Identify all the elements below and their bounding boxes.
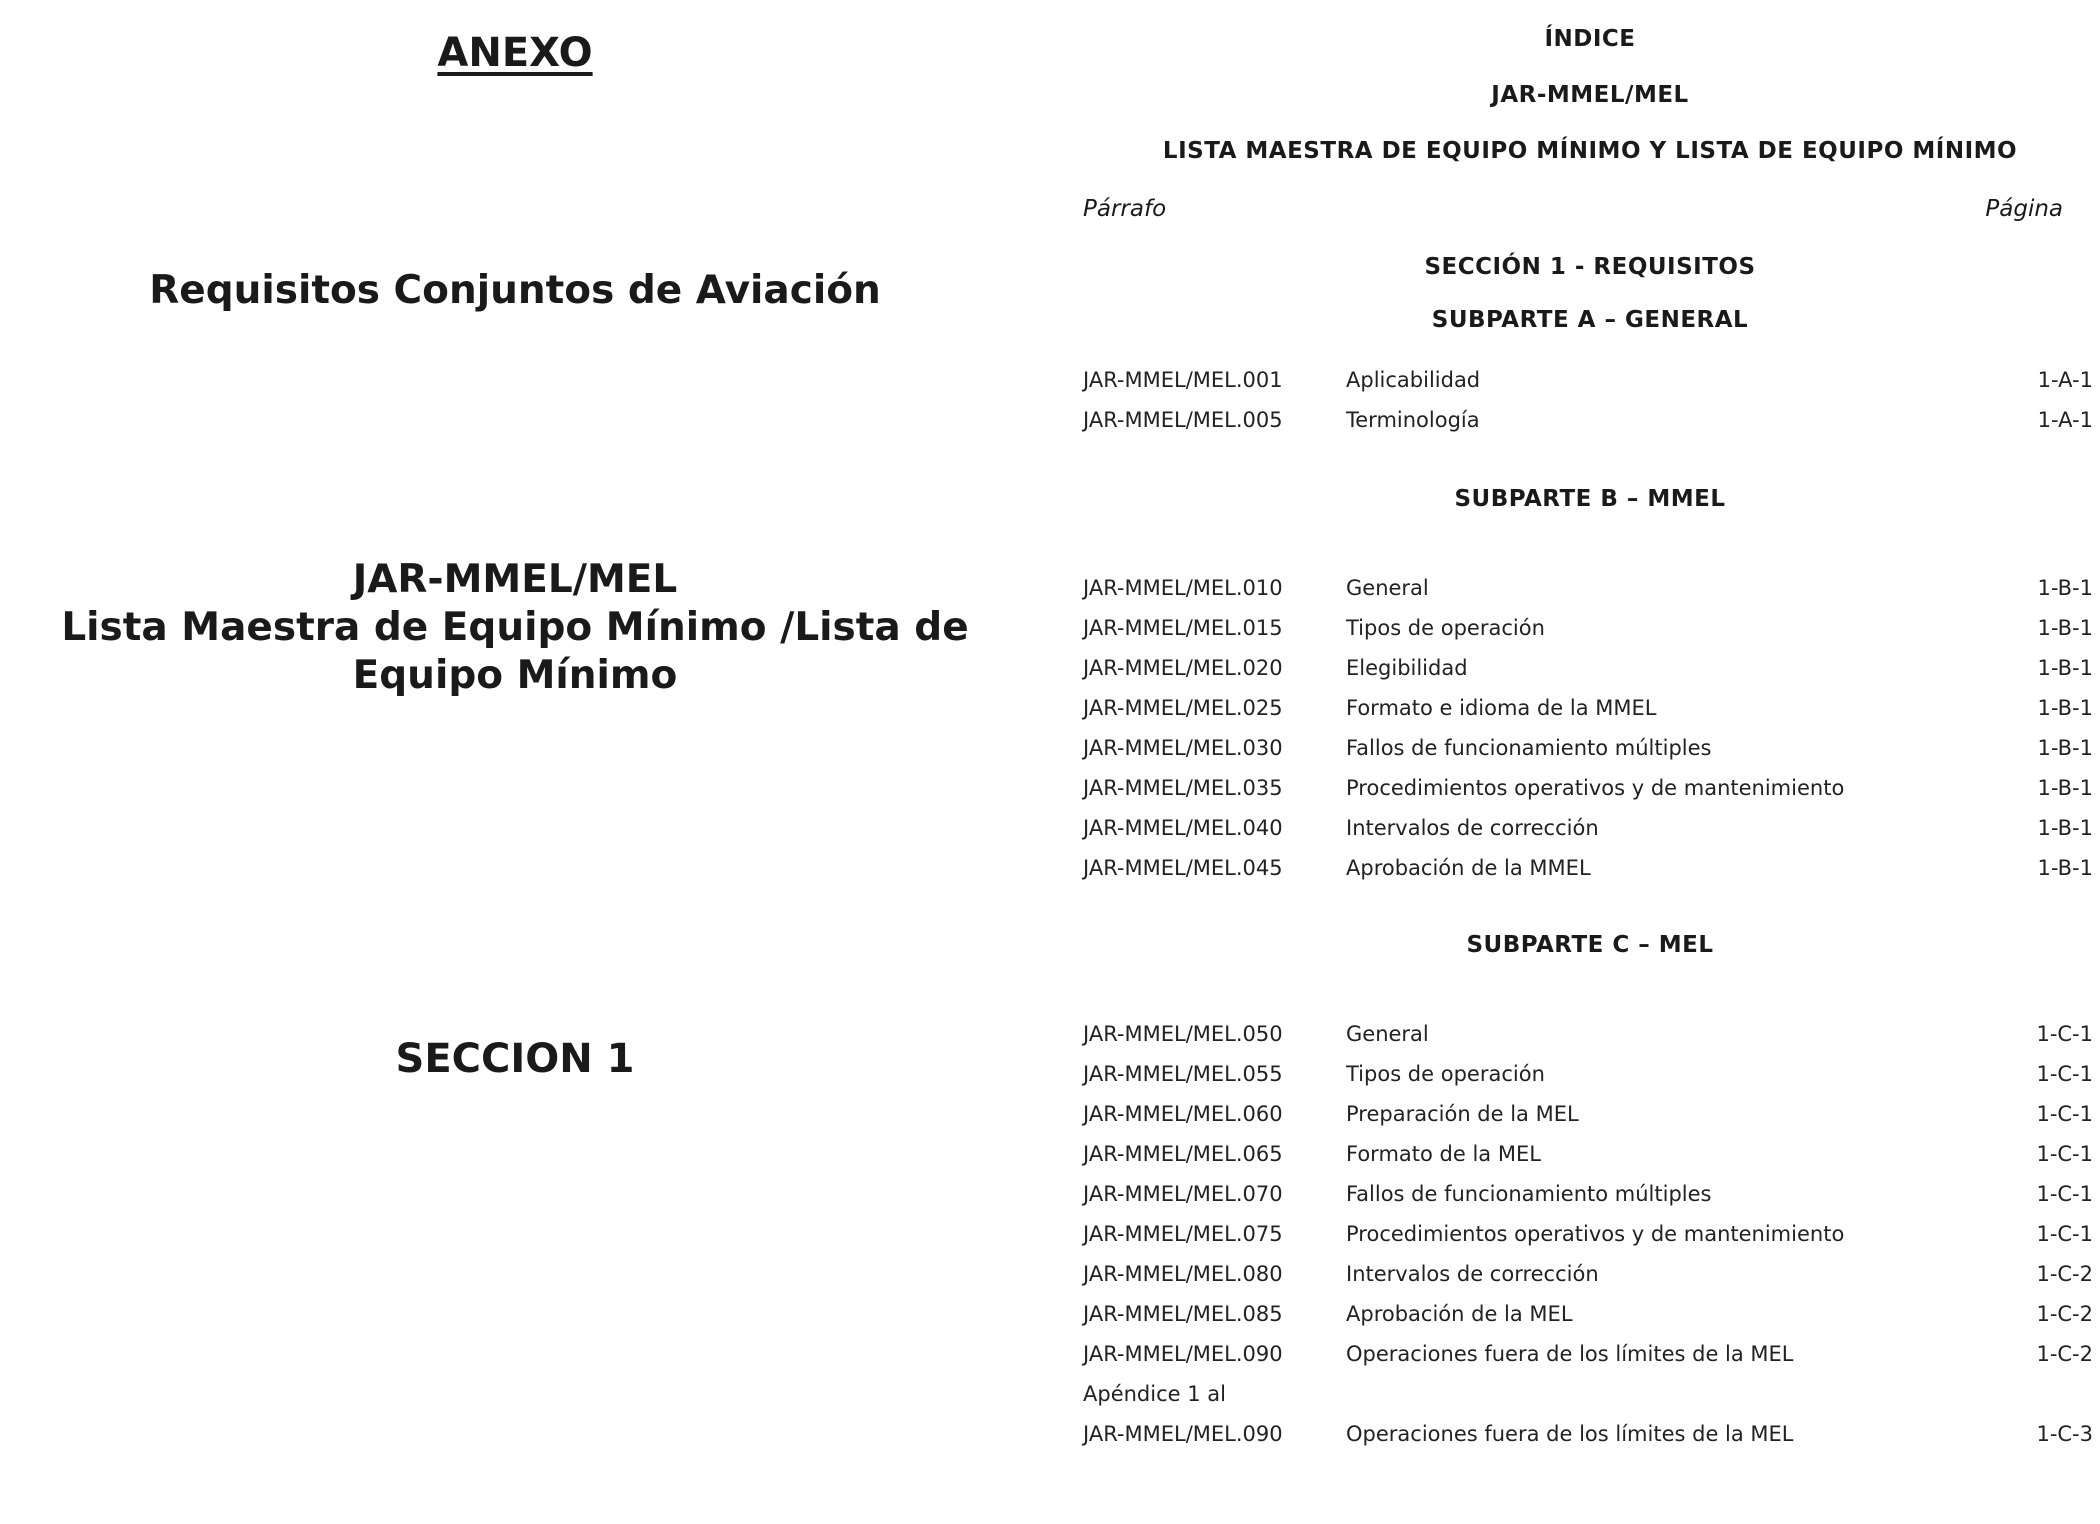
toc-entry-title: General xyxy=(1346,1022,1429,1046)
toc-row xyxy=(1080,848,2093,888)
toc-page-number: 1-B-1 xyxy=(2037,616,2093,640)
toc-paragraph-code: JAR-MMEL/MEL.090 xyxy=(1083,1342,1283,1366)
toc-list xyxy=(1080,360,2093,440)
toc-row xyxy=(1080,1014,2093,1054)
toc-entry-title: Terminología xyxy=(1346,408,1480,432)
toc-list xyxy=(1080,1014,2093,1454)
toc-entry-title: General xyxy=(1346,576,1429,600)
column-header-paragraph: Párrafo xyxy=(1083,196,1167,222)
column-header-page: Página xyxy=(1985,196,2063,222)
toc-entry-title: Preparación de la MEL xyxy=(1346,1102,1579,1126)
toc-page-number: 1-B-1 xyxy=(2037,856,2093,880)
toc-page-number: 1-B-1 xyxy=(2037,816,2093,840)
toc-paragraph-code: JAR-MMEL/MEL.001 xyxy=(1083,368,1283,392)
toc-paragraph-code: JAR-MMEL/MEL.050 xyxy=(1083,1022,1283,1046)
toc-page-number: 1-C-2 xyxy=(2036,1302,2093,1326)
toc-paragraph-code: JAR-MMEL/MEL.020 xyxy=(1083,656,1283,680)
toc-paragraph-code: JAR-MMEL/MEL.070 xyxy=(1083,1182,1283,1206)
annex-heading: ANEXO xyxy=(437,30,593,76)
toc-row xyxy=(1080,400,2093,440)
toc-paragraph-code: JAR-MMEL/MEL.080 xyxy=(1083,1262,1283,1286)
toc-entry-title: Procedimientos operativos y de mantenimiento xyxy=(1346,776,1845,800)
index-subtitle: JAR-MMEL/MEL xyxy=(1491,82,1689,108)
toc-page-number: 1-C-1 xyxy=(2036,1222,2093,1246)
toc-paragraph-code: JAR-MMEL/MEL.055 xyxy=(1083,1062,1283,1086)
toc-paragraph-code: JAR-MMEL/MEL.075 xyxy=(1083,1222,1283,1246)
right-page-index xyxy=(1080,0,2093,1524)
section-heading: SECCION 1 xyxy=(395,1036,635,1082)
toc-page-number: 1-C-2 xyxy=(2036,1342,2093,1366)
toc-entry-title: Tipos de operación xyxy=(1346,1062,1545,1086)
toc-row xyxy=(1080,360,2093,400)
toc-paragraph-code: Apéndice 1 al xyxy=(1083,1382,1226,1406)
requirements-heading: Requisitos Conjuntos de Aviación xyxy=(149,268,881,313)
toc-row xyxy=(1080,1214,2093,1254)
toc-row xyxy=(1080,648,2093,688)
toc-entry-title: Elegibilidad xyxy=(1346,656,1468,680)
toc-entry-title: Fallos de funcionamiento múltiples xyxy=(1346,1182,1712,1206)
toc-row xyxy=(1080,568,2093,608)
toc-row xyxy=(1080,1094,2093,1134)
toc-row xyxy=(1080,1334,2093,1374)
toc-paragraph-code: JAR-MMEL/MEL.035 xyxy=(1083,776,1283,800)
toc-row xyxy=(1080,1134,2093,1174)
toc-page-number: 1-C-1 xyxy=(2036,1022,2093,1046)
toc-page-number: 1-B-1 xyxy=(2037,696,2093,720)
toc-paragraph-code: JAR-MMEL/MEL.065 xyxy=(1083,1142,1283,1166)
toc-row xyxy=(1080,1294,2093,1334)
index-subtitle-long: LISTA MAESTRA DE EQUIPO MÍNIMO Y LISTA DE EQUIPO MÍNIMO xyxy=(1162,138,2018,164)
section-title: SECCIÓN 1 - REQUISITOS xyxy=(1424,254,1756,280)
document-title-line: Equipo Mínimo xyxy=(352,653,678,698)
toc-page-number: 1-B-1 xyxy=(2037,576,2093,600)
toc-paragraph-code: JAR-MMEL/MEL.025 xyxy=(1083,696,1283,720)
toc-page-number: 1-A-1 xyxy=(2037,368,2093,392)
document-title xyxy=(0,556,1030,700)
toc-paragraph-code: JAR-MMEL/MEL.015 xyxy=(1083,616,1283,640)
subpart-heading: SUBPARTE B – MMEL xyxy=(1454,486,1726,512)
toc-paragraph-code: JAR-MMEL/MEL.005 xyxy=(1083,408,1283,432)
left-page xyxy=(0,0,1030,1524)
toc-row xyxy=(1080,1414,2093,1454)
document-title-line: Lista Maestra de Equipo Mínimo /Lista de xyxy=(61,605,969,650)
toc-page-number: 1-B-1 xyxy=(2037,776,2093,800)
toc-row xyxy=(1080,1374,2093,1414)
toc-row xyxy=(1080,1254,2093,1294)
toc-entry-title: Operaciones fuera de los límites de la MEL xyxy=(1346,1422,1794,1446)
toc-page-number: 1-C-1 xyxy=(2036,1142,2093,1166)
toc-page-number: 1-C-1 xyxy=(2036,1182,2093,1206)
toc-entry-title: Procedimientos operativos y de mantenimiento xyxy=(1346,1222,1845,1246)
toc-row xyxy=(1080,728,2093,768)
toc-entry-title: Fallos de funcionamiento múltiples xyxy=(1346,736,1712,760)
toc-paragraph-code: JAR-MMEL/MEL.085 xyxy=(1083,1302,1283,1326)
toc-page-number: 1-C-1 xyxy=(2036,1062,2093,1086)
toc-page-number: 1-B-1 xyxy=(2037,736,2093,760)
toc-entry-title: Operaciones fuera de los límites de la MEL xyxy=(1346,1342,1794,1366)
toc-row xyxy=(1080,688,2093,728)
toc-page-number: 1-C-1 xyxy=(2036,1102,2093,1126)
toc-paragraph-code: JAR-MMEL/MEL.030 xyxy=(1083,736,1283,760)
toc-paragraph-code: JAR-MMEL/MEL.040 xyxy=(1083,816,1283,840)
toc-page-number: 1-B-1 xyxy=(2037,656,2093,680)
toc-page-number: 1-A-1 xyxy=(2037,408,2093,432)
toc-entry-title: Aprobación de la MEL xyxy=(1346,1302,1573,1326)
document-title-line: JAR-MMEL/MEL xyxy=(352,557,678,602)
toc-list xyxy=(1080,568,2093,888)
toc-paragraph-code: JAR-MMEL/MEL.060 xyxy=(1083,1102,1283,1126)
toc-entry-title: Formato de la MEL xyxy=(1346,1142,1541,1166)
toc-row xyxy=(1080,1054,2093,1094)
subpart-heading: SUBPARTE C – MEL xyxy=(1466,932,1714,958)
toc-entry-title: Intervalos de corrección xyxy=(1346,816,1599,840)
toc-entry-title: Aprobación de la MMEL xyxy=(1346,856,1591,880)
toc-row xyxy=(1080,768,2093,808)
toc-paragraph-code: JAR-MMEL/MEL.045 xyxy=(1083,856,1283,880)
toc-paragraph-code: JAR-MMEL/MEL.010 xyxy=(1083,576,1283,600)
toc-paragraph-code: JAR-MMEL/MEL.090 xyxy=(1083,1422,1283,1446)
subpart-heading: SUBPARTE A – GENERAL xyxy=(1431,307,1749,333)
toc-entry-title: Tipos de operación xyxy=(1346,616,1545,640)
toc-row xyxy=(1080,808,2093,848)
index-title: ÍNDICE xyxy=(1544,26,1636,52)
toc-page-number: 1-C-3 xyxy=(2036,1422,2093,1446)
toc-row xyxy=(1080,1174,2093,1214)
toc-page-number: 1-C-2 xyxy=(2036,1262,2093,1286)
toc-entry-title: Intervalos de corrección xyxy=(1346,1262,1599,1286)
toc-entry-title: Aplicabilidad xyxy=(1346,368,1481,392)
toc-row xyxy=(1080,608,2093,648)
toc-entry-title: Formato e idioma de la MMEL xyxy=(1346,696,1657,720)
